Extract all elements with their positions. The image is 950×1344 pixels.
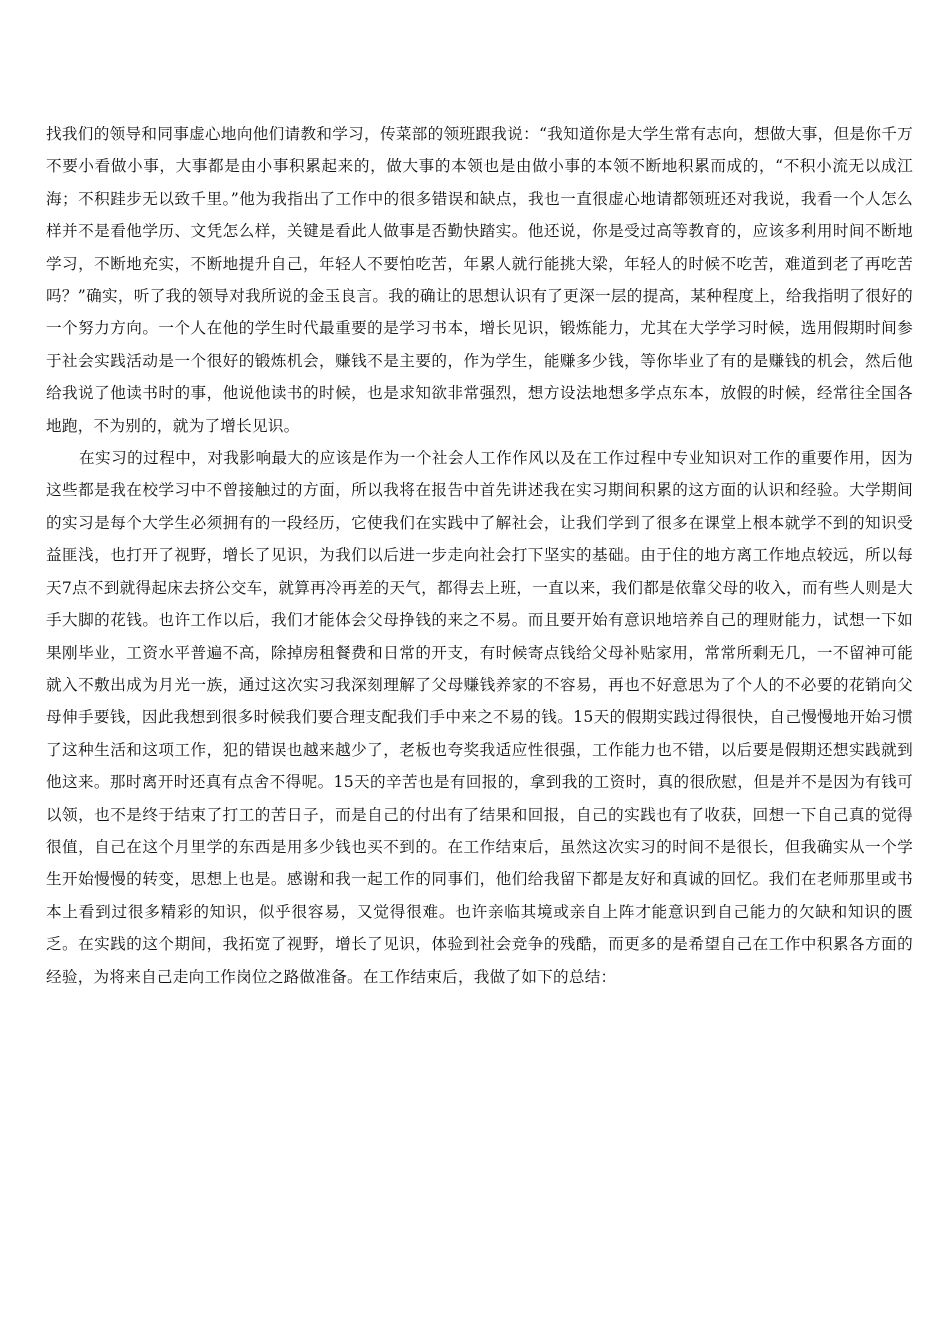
paragraph-internship-reflection: 在实习的过程中，对我影响最大的应该是作为一个社会人工作作风以及在工作过程中专业知识对工作的重要作用，因为这些都是我在校学习中不曾接触过的方面，所以我将在报告中首先讲述我在实习期间积累的这方面的认识和经验。大学期间的实习是每个大学生必须拥有的一段经历，它使我们在实践中了解社会，让我们学到了很多在课堂上根本就学不到的知识受益匪浅，也打开了视野，增长了见识，为我们以后进一步走向社会打下坚实的基础。由于住的地方离工作地点较远，所以每天7点不到就得起床去挤公交车，就算再冷再差的天气，都得去上班，一直以来，我们都是依靠父母的收入，而有些人则是大手大脚的花钱。也许工作以后，我们才能体会父母挣钱的来之不易。而且要开始有意识地培养自己的理财能力，试想一下如果刚毕业，工资水平普遍不高，除掉房租餐费和日常的开支，有时候寄点钱给父母补贴家用，常常所剩无几，一不留神可能就入不敷出成为月光一族，通过这次实习我深刻理解了父母赚钱养家的不容易，再也不好意思为了个人的不必要的花销向父母伸手要钱，因此我想到很多时候我们要合理支配我们手中来之不易的钱。15天的假期实践过得很快，自己慢慢地开始习惯了这种生活和这项工作，犯的错误也越来越少了，老板也夸奖我适应性很强，工作能力也不错，以后要是假期还想实践就到他这来。那时离开时还真有点舍不得呢。15天的辛苦也是有回报的，拿到我的工资时，真的很欣慰，但是并不是因为有钱可以领，也不是终于结束了打工的苦日子，而是自己的付出有了结果和回报，自己的实践也有了收获，回想一下自己真的觉得很值，自己在这个月里学的东西是用多少钱也买不到的。在工作结束后，虽然这次实习的时间不是很长，但我确实从一个学生开始慢慢的转变，思想上也是。感谢和我一起工作的同事们，他们给我留下都是友好和真诚的回忆。我们在老师那里或书本上看到过很多精彩的知识，似乎很容易，又觉得很难。也许亲临其境或亲自上阵才能意识到自己能力的欠缺和知识的匮乏。在实践的这个期间，我拓宽了视野，增长了见识，体验到社会竞争的残酷，而更多的是希望自己在工作中积累各方面的经验，为将来自己走向工作岗位之路做准备。在工作结束后，我做了如下的总结：	[46, 449, 913, 986]
document-body	[46, 118, 913, 993]
paragraph-leader-advice: 找我们的领导和同事虚心地向他们请教和学习，传菜部的领班跟我说：“我知道你是大学生常有志向，想做大事，但是你千万不要小看做小事，大事都是由小事积累起来的，做大事的本领也是由做小事的本领不断地积累而成的，“不积小流无以成江海；不积跬步无以致千里。”他为我指出了工作中的很多错误和缺点，我也一直很虚心地请都领班还对我说，我看一个人怎么样并不是看他学历、文凭怎么样，关键是看此人做事是否勤快踏实。他还说，你是受过高等教育的，应该多利用时间不断地学习，不断地充实，不断地提升自己，年轻人不要怕吃苦，年累人就行能挑大梁，年轻人的时候不吃苦，难道到老了再吃苦吗？”确实，听了我的领导对我所说的金玉良言。我的确让的思想认识有了更深一层的提高，某种程度上，给我指明了很好的一个努力方向。一个人在他的学生时代最重要的是学习书本，增长见识，锻炼能力，尤其在大学学习时候，选用假期时间参于社会实践活动是一个很好的锻炼机会，赚钱不是主要的，作为学生，能赚多少钱，等你毕业了有的是赚钱的机会，然后他给我说了他读书时的事，他说他读书的时候，也是求知欲非常强烈，想方设法地想多学点东本，放假的时候，经常往全国各地跑，不为别的，就为了增长见识。	[46, 125, 913, 435]
